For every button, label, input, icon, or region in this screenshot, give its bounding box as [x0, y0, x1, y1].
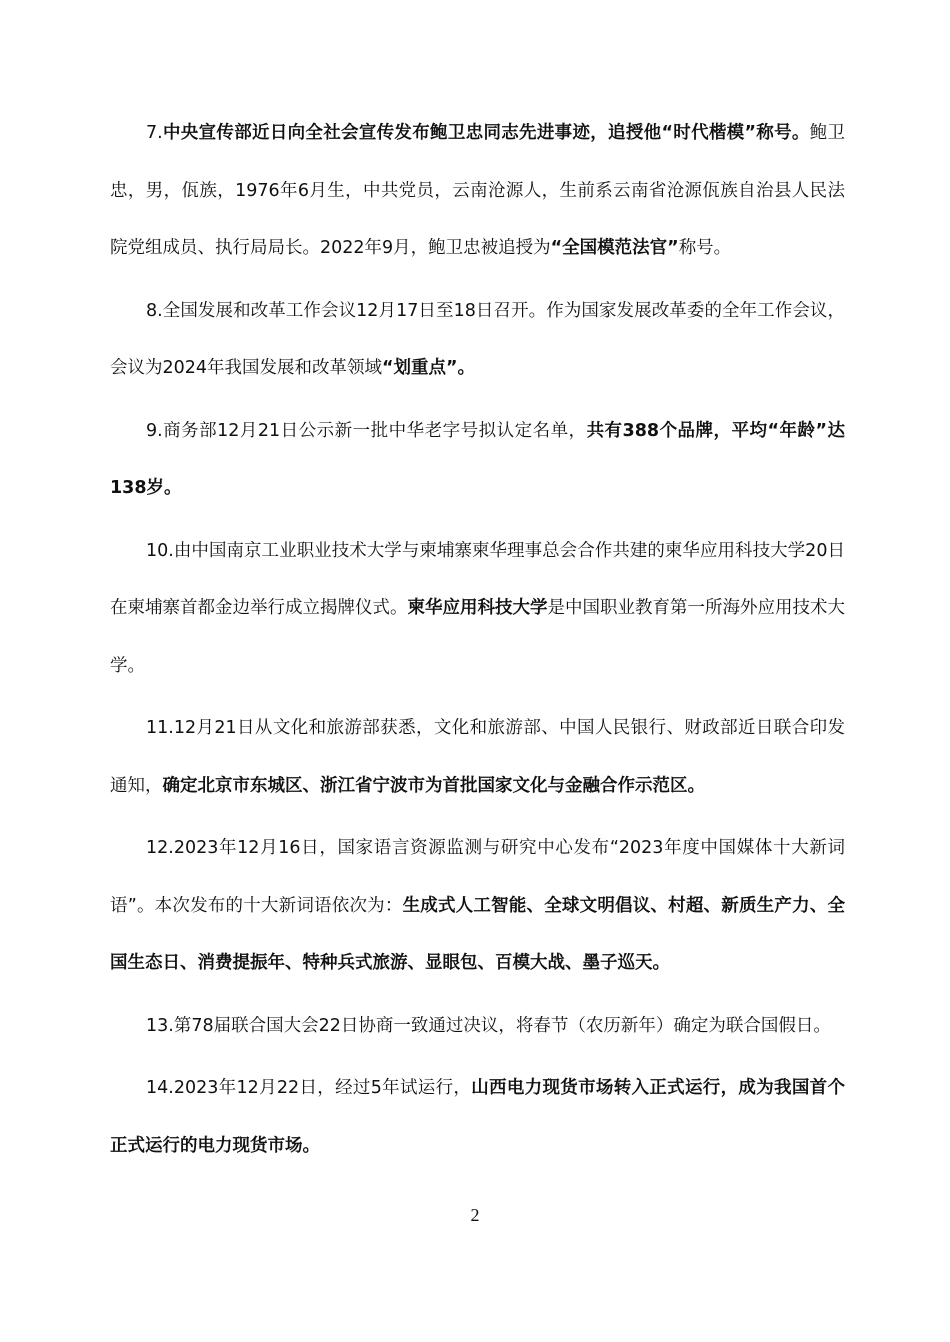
paragraph-13 [110, 998, 845, 1056]
body-text: 鲍卫忠，男，佤族，1976年6月生，中共党员，云南沧源人，生前系云南省沧源佤族自治县人民法院党组成员、执行局局长。2022年9月，鲍卫忠被追授为 [110, 123, 845, 258]
highlight-bold: 生成式人工智能、全球文明倡议、村超、新质生产力、全国生态日、消费提振年、特种兵式旅游、显眼包、百模大战、墨子巡天。 [110, 895, 845, 973]
item-number: 7. [146, 123, 163, 143]
body-text: 13.第78届联合国大会22日协商一致通过决议，将春节（农历新年）确定为联合国假日。 [146, 1015, 831, 1036]
body-text: 8.全国发展和改革工作会议12月17日至18日召开。作为国家发展改革委的全年工作会议，会议为2024年我国发展和改革领域 [110, 300, 845, 378]
highlight-bold: 确定北京市东城区、浙江省宁波市为首批国家文化与金融合作示范区。 [162, 775, 705, 796]
body-text: 9.商务部12月21日公示新一批中华老字号拟认定名单， [146, 420, 587, 441]
paragraph-11 [110, 700, 845, 815]
highlight-bold: 共有388个品牌，平均“年龄”达138岁。 [110, 420, 845, 498]
highlight-bold: 柬华应用科技大学 [407, 598, 548, 618]
body-text: 称号。 [678, 238, 732, 258]
paragraph-7 [110, 105, 845, 278]
body-text: 是中国职业教育第一所海外应用技术大学。 [110, 598, 845, 676]
page-number: 2 [470, 1205, 480, 1225]
paragraph-10 [110, 523, 845, 696]
document-body [110, 105, 845, 1180]
body-text: 10.由中国南京工业职业技术大学与柬埔寨柬华理事总会合作共建的柬华应用科技大学20日在柬埔寨首都金边举行成立揭牌仪式。 [110, 540, 845, 618]
paragraph-12 [110, 820, 845, 993]
paragraph-9 [110, 403, 845, 518]
body-text: 12.2023年12月16日，国家语言资源监测与研究中心发布“2023年度中国媒体十大新词语”。本次发布的十大新词语依次为： [110, 838, 845, 916]
highlight-bold: 山西电力现货市场转入正式运行，成为我国首个正式运行的电力现货市场。 [110, 1078, 845, 1156]
body-text: 14.2023年12月22日，经过5年试运行， [146, 1078, 472, 1098]
paragraph-14 [110, 1060, 845, 1175]
body-text: 11.12月21日从文化和旅游部获悉，文化和旅游部、中国人民银行、财政部近日联合印发通知， [110, 718, 845, 796]
paragraph-8 [110, 283, 845, 398]
headline-bold: 中央宣传部近日向全社会宣传发布鲍卫忠同志先进事迹，追授他“时代楷模”称号。 [162, 123, 810, 143]
title-bold: “全国模范法官” [550, 238, 679, 258]
highlight-bold: “划重点”。 [382, 358, 476, 378]
